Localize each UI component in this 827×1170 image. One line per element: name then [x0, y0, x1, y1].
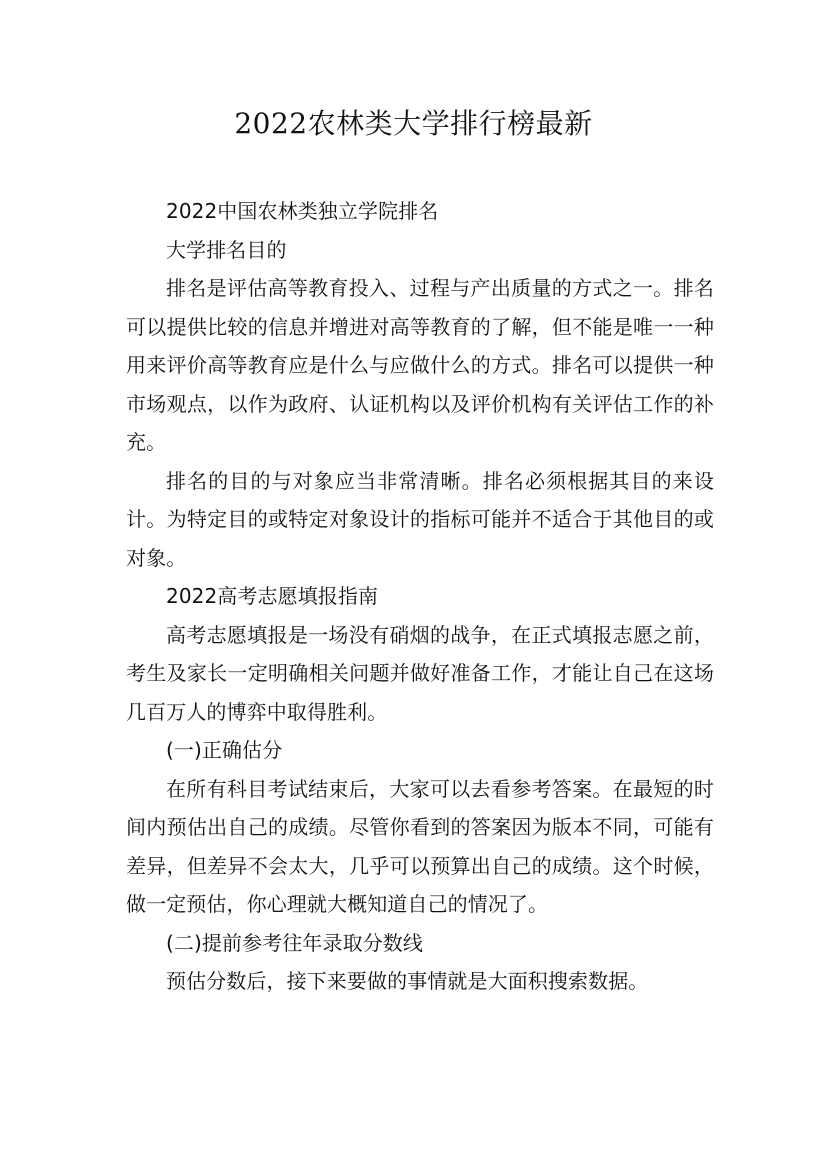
heading-estimate-score: (一)正确估分 — [166, 738, 283, 762]
paragraph-ranking-overview: 排名是评估高等教育投入、过程与产出质量的方式之一。排名可以提供比较的信息并增进对高等教育的了解，但不能是唯一一种用来评价高等教育应是什么与应做什么的方式。排名可以提供一种市场观点，以作为政府、认证机构以及评价机构有关评估工作的补充。 — [126, 276, 714, 454]
document-title: 2022农林类大学排行榜最新 — [234, 107, 593, 140]
document-body — [126, 192, 714, 1001]
heading-reference-cutoffs: (二)提前参考往年录取分数线 — [166, 930, 424, 955]
paragraph-application-intro: 高考志愿填报是一场没有硝烟的战争，在正式填报志愿之前，考生及家长一定明确相关问题并做好准备工作，才能让自己在这场几百万人的博弈中取得胜利。 — [126, 622, 714, 724]
paragraph-estimate-score: 在所有科目考试结束后，大家可以去看参考答案。在最短的时间内预估出自己的成绩。尽管你看到的答案因为版本不同，可能有差异，但差异不会太大，几乎可以预算出自己的成绩。这个时候，做一定预估，你心理就大概知道自己的情况了。 — [126, 776, 714, 916]
heading-independent-college-ranking: 2022中国农林类独立学院排名 — [166, 199, 439, 223]
heading-application-guide: 2022高考志愿填报指南 — [166, 584, 379, 608]
paragraph-search-data: 预估分数后，接下来要做的事情就是大面积搜索数据。 — [166, 969, 649, 993]
heading-ranking-purpose: 大学排名目的 — [166, 237, 287, 262]
paragraph-ranking-goals: 排名的目的与对象应当非常清晰。排名必须根据其目的来设计。为特定目的或特定对象设计的指标可能并不适合于其他目的或对象。 — [126, 468, 714, 570]
